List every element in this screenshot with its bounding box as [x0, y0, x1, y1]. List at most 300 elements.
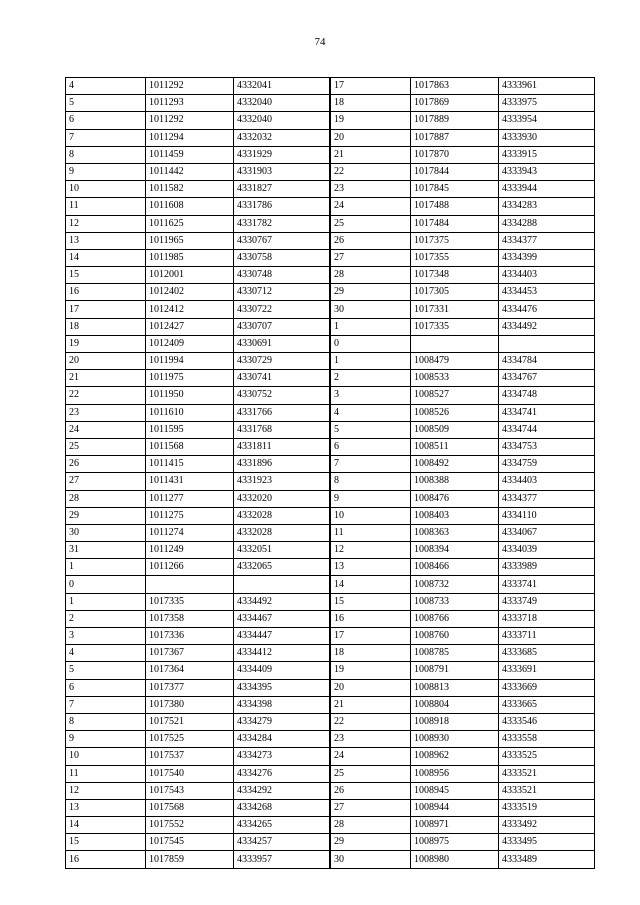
point-number-cell: 1 [66, 559, 146, 576]
point-number-cell: 7 [66, 129, 146, 146]
x-coordinate-cell: 1008785 [411, 645, 499, 662]
table-row [66, 696, 330, 713]
y-coordinate-cell: 4334753 [499, 438, 595, 455]
table-row [331, 559, 595, 576]
x-coordinate-cell: 1008388 [411, 473, 499, 490]
point-number-cell: 5 [66, 662, 146, 679]
point-number-cell: 18 [331, 645, 411, 662]
x-coordinate-cell: 1017348 [411, 267, 499, 284]
point-number-cell: 15 [331, 593, 411, 610]
x-coordinate-cell: 1017540 [146, 765, 234, 782]
point-number-cell: 18 [331, 95, 411, 112]
point-number-cell: 11 [66, 765, 146, 782]
x-coordinate-cell: 1017521 [146, 713, 234, 730]
y-coordinate-cell: 4334767 [499, 370, 595, 387]
y-coordinate-cell: 4334412 [234, 645, 330, 662]
x-coordinate-cell: 1011950 [146, 387, 234, 404]
y-coordinate-cell: 4334784 [499, 353, 595, 370]
x-coordinate-cell: 1017887 [411, 129, 499, 146]
point-number-cell: 4 [66, 645, 146, 662]
table-row [66, 301, 330, 318]
y-coordinate-cell: 4333943 [499, 163, 595, 180]
y-coordinate-cell: 4332040 [234, 112, 330, 129]
x-coordinate-cell: 1008466 [411, 559, 499, 576]
point-number-cell: 6 [66, 112, 146, 129]
x-coordinate-cell: 1017335 [411, 318, 499, 335]
table-row [331, 404, 595, 421]
y-coordinate-cell: 4333489 [499, 851, 595, 868]
y-coordinate-cell: 4333915 [499, 146, 595, 163]
y-coordinate-cell: 4330758 [234, 249, 330, 266]
y-coordinate-cell: 4334447 [234, 628, 330, 645]
point-number-cell: 12 [66, 215, 146, 232]
y-coordinate-cell: 4334377 [499, 232, 595, 249]
table-row [66, 438, 330, 455]
x-coordinate-cell: 1017568 [146, 799, 234, 816]
point-number-cell: 23 [331, 181, 411, 198]
table-row [331, 507, 595, 524]
x-coordinate-cell: 1008732 [411, 576, 499, 593]
y-coordinate-cell: 4331782 [234, 215, 330, 232]
table-row [331, 817, 595, 834]
y-coordinate-cell: 4331827 [234, 181, 330, 198]
point-number-cell: 0 [331, 335, 411, 352]
y-coordinate-cell: 4334403 [499, 473, 595, 490]
y-coordinate-cell: 4331811 [234, 438, 330, 455]
y-coordinate-cell: 4334257 [234, 834, 330, 851]
point-number-cell: 14 [331, 576, 411, 593]
y-coordinate-cell: 4333521 [499, 765, 595, 782]
y-coordinate-cell: 4330691 [234, 335, 330, 352]
table-row [66, 610, 330, 627]
table-row [66, 490, 330, 507]
x-coordinate-cell: 1008791 [411, 662, 499, 679]
y-coordinate-cell: 4334399 [499, 249, 595, 266]
table-row [66, 181, 330, 198]
x-coordinate-cell: 1017331 [411, 301, 499, 318]
point-number-cell: 23 [66, 404, 146, 421]
table-row [66, 542, 330, 559]
y-coordinate-cell: 4330752 [234, 387, 330, 404]
table-row [66, 404, 330, 421]
x-coordinate-cell: 1017336 [146, 628, 234, 645]
point-number-cell: 28 [331, 267, 411, 284]
x-coordinate-cell: 1008962 [411, 748, 499, 765]
x-coordinate-cell: 1011275 [146, 507, 234, 524]
point-number-cell: 16 [66, 284, 146, 301]
point-number-cell: 20 [331, 679, 411, 696]
y-coordinate-cell: 4331903 [234, 163, 330, 180]
table-row [66, 679, 330, 696]
x-coordinate-cell: 1008526 [411, 404, 499, 421]
point-number-cell: 22 [66, 387, 146, 404]
y-coordinate-cell: 4332040 [234, 95, 330, 112]
table-row [331, 353, 595, 370]
point-number-cell: 18 [66, 318, 146, 335]
x-coordinate-cell: 1008804 [411, 696, 499, 713]
y-coordinate-cell: 4331786 [234, 198, 330, 215]
x-coordinate-cell: 1012402 [146, 284, 234, 301]
y-coordinate-cell: 4333669 [499, 679, 595, 696]
y-coordinate-cell: 4333492 [499, 817, 595, 834]
x-coordinate-cell: 1008511 [411, 438, 499, 455]
x-coordinate-cell: 1011595 [146, 421, 234, 438]
table-row [66, 318, 330, 335]
table-row [66, 799, 330, 816]
point-number-cell: 26 [331, 232, 411, 249]
y-coordinate-cell: 4334492 [499, 318, 595, 335]
table-row [331, 129, 595, 146]
table-row [331, 765, 595, 782]
point-number-cell: 0 [66, 576, 146, 593]
point-number-cell: 7 [331, 456, 411, 473]
y-coordinate-cell: 4334759 [499, 456, 595, 473]
point-number-cell: 6 [66, 679, 146, 696]
point-number-cell: 9 [66, 731, 146, 748]
table-row [331, 198, 595, 215]
coordinates-table-right [330, 77, 594, 869]
y-coordinate-cell: 4332065 [234, 559, 330, 576]
table-row [331, 284, 595, 301]
x-coordinate-cell: 1011994 [146, 353, 234, 370]
x-coordinate-cell: 1011568 [146, 438, 234, 455]
y-coordinate-cell: 4330729 [234, 353, 330, 370]
table-row [331, 181, 595, 198]
table-row [331, 473, 595, 490]
table-row [331, 524, 595, 541]
coordinates-table-left [65, 77, 329, 869]
x-coordinate-cell: 1017863 [411, 78, 499, 95]
table-row [331, 851, 595, 868]
y-coordinate-cell: 4333975 [499, 95, 595, 112]
table-row [66, 95, 330, 112]
y-coordinate-cell: 4333957 [234, 851, 330, 868]
y-coordinate-cell: 4330707 [234, 318, 330, 335]
point-number-cell: 28 [331, 817, 411, 834]
point-number-cell: 4 [66, 78, 146, 95]
table-row [66, 215, 330, 232]
table-row [331, 301, 595, 318]
x-coordinate-cell: 1008918 [411, 713, 499, 730]
point-number-cell: 26 [66, 456, 146, 473]
point-number-cell: 13 [331, 559, 411, 576]
y-coordinate-cell: 4330712 [234, 284, 330, 301]
point-number-cell: 14 [66, 817, 146, 834]
x-coordinate-cell: 1017859 [146, 851, 234, 868]
table-row [66, 628, 330, 645]
table-row [66, 232, 330, 249]
point-number-cell: 21 [331, 146, 411, 163]
point-number-cell: 5 [331, 421, 411, 438]
x-coordinate-cell: 1008813 [411, 679, 499, 696]
point-number-cell: 12 [66, 782, 146, 799]
y-coordinate-cell: 4333519 [499, 799, 595, 816]
y-coordinate-cell: 4333691 [499, 662, 595, 679]
x-coordinate-cell: 1008733 [411, 593, 499, 610]
y-coordinate-cell: 4333495 [499, 834, 595, 851]
y-coordinate-cell: 4334268 [234, 799, 330, 816]
y-coordinate-cell: 4333944 [499, 181, 595, 198]
table-row [66, 507, 330, 524]
x-coordinate-cell: 1011625 [146, 215, 234, 232]
table-row [66, 284, 330, 301]
point-number-cell: 19 [331, 112, 411, 129]
x-coordinate-cell: 1011274 [146, 524, 234, 541]
x-coordinate-cell: 1008363 [411, 524, 499, 541]
y-coordinate-cell: 4332041 [234, 78, 330, 95]
point-number-cell: 29 [66, 507, 146, 524]
table-row [66, 524, 330, 541]
table-row [66, 559, 330, 576]
x-coordinate-cell: 1008492 [411, 456, 499, 473]
x-coordinate-cell: 1011294 [146, 129, 234, 146]
table-row [66, 421, 330, 438]
x-coordinate-cell: 1017845 [411, 181, 499, 198]
table-row [331, 163, 595, 180]
x-coordinate-cell: 1008476 [411, 490, 499, 507]
point-number-cell: 2 [66, 610, 146, 627]
point-number-cell: 9 [331, 490, 411, 507]
point-number-cell: 6 [331, 438, 411, 455]
table-row [66, 387, 330, 404]
point-number-cell: 14 [66, 249, 146, 266]
point-number-cell: 29 [331, 284, 411, 301]
x-coordinate-cell: 1008760 [411, 628, 499, 645]
point-number-cell: 21 [331, 696, 411, 713]
x-coordinate-cell: 1011415 [146, 456, 234, 473]
y-coordinate-cell: 4331929 [234, 146, 330, 163]
table-row [331, 421, 595, 438]
x-coordinate-cell: 1017543 [146, 782, 234, 799]
y-coordinate-cell: 4332028 [234, 507, 330, 524]
table-row [66, 78, 330, 95]
table-row [66, 731, 330, 748]
table-row [331, 610, 595, 627]
table-row [331, 645, 595, 662]
point-number-cell: 25 [331, 215, 411, 232]
y-coordinate-cell: 4334395 [234, 679, 330, 696]
y-coordinate-cell [499, 335, 595, 352]
table-row [66, 765, 330, 782]
table-row [66, 198, 330, 215]
x-coordinate-cell: 1017380 [146, 696, 234, 713]
y-coordinate-cell: 4333989 [499, 559, 595, 576]
table-row [66, 473, 330, 490]
point-number-cell: 3 [331, 387, 411, 404]
y-coordinate-cell: 4334748 [499, 387, 595, 404]
y-coordinate-cell: 4334409 [234, 662, 330, 679]
table-row [331, 95, 595, 112]
x-coordinate-cell: 1008509 [411, 421, 499, 438]
table-row [66, 576, 330, 593]
y-coordinate-cell: 4331768 [234, 421, 330, 438]
y-coordinate-cell: 4333558 [499, 731, 595, 748]
x-coordinate-cell: 1017552 [146, 817, 234, 834]
point-number-cell: 28 [66, 490, 146, 507]
y-coordinate-cell: 4331896 [234, 456, 330, 473]
y-coordinate-cell: 4333546 [499, 713, 595, 730]
y-coordinate-cell: 4333741 [499, 576, 595, 593]
x-coordinate-cell: 1017375 [411, 232, 499, 249]
point-number-cell: 17 [331, 628, 411, 645]
point-number-cell: 11 [331, 524, 411, 541]
point-number-cell: 20 [66, 353, 146, 370]
x-coordinate-cell: 1017525 [146, 731, 234, 748]
y-coordinate-cell: 4330748 [234, 267, 330, 284]
table-body-right [331, 78, 595, 869]
x-coordinate-cell: 1008479 [411, 353, 499, 370]
point-number-cell: 24 [66, 421, 146, 438]
x-coordinate-cell: 1012001 [146, 267, 234, 284]
table-row [331, 387, 595, 404]
y-coordinate-cell: 4334476 [499, 301, 595, 318]
table-row [66, 662, 330, 679]
x-coordinate-cell: 1011293 [146, 95, 234, 112]
x-coordinate-cell: 1017889 [411, 112, 499, 129]
table-row [66, 146, 330, 163]
point-number-cell: 30 [66, 524, 146, 541]
x-coordinate-cell: 1017355 [411, 249, 499, 266]
x-coordinate-cell: 1008533 [411, 370, 499, 387]
point-number-cell: 19 [331, 662, 411, 679]
point-number-cell: 25 [331, 765, 411, 782]
y-coordinate-cell: 4330741 [234, 370, 330, 387]
y-coordinate-cell: 4334265 [234, 817, 330, 834]
point-number-cell: 19 [66, 335, 146, 352]
y-coordinate-cell: 4334279 [234, 713, 330, 730]
table-row [66, 851, 330, 868]
y-coordinate-cell [234, 576, 330, 593]
y-coordinate-cell: 4334467 [234, 610, 330, 627]
y-coordinate-cell: 4334273 [234, 748, 330, 765]
point-number-cell: 8 [331, 473, 411, 490]
y-coordinate-cell: 4331766 [234, 404, 330, 421]
point-number-cell: 8 [66, 146, 146, 163]
y-coordinate-cell: 4330767 [234, 232, 330, 249]
point-number-cell: 9 [66, 163, 146, 180]
table-row [331, 335, 595, 352]
table-row [66, 748, 330, 765]
x-coordinate-cell: 1011249 [146, 542, 234, 559]
table-row [66, 645, 330, 662]
x-coordinate-cell: 1011442 [146, 163, 234, 180]
y-coordinate-cell: 4331923 [234, 473, 330, 490]
x-coordinate-cell: 1011610 [146, 404, 234, 421]
x-coordinate-cell: 1008975 [411, 834, 499, 851]
table-row [331, 782, 595, 799]
x-coordinate-cell: 1008394 [411, 542, 499, 559]
point-number-cell: 25 [66, 438, 146, 455]
table-row [331, 713, 595, 730]
point-number-cell: 31 [66, 542, 146, 559]
y-coordinate-cell: 4334744 [499, 421, 595, 438]
x-coordinate-cell: 1011266 [146, 559, 234, 576]
table-row [66, 112, 330, 129]
table-row [66, 713, 330, 730]
table-row [66, 834, 330, 851]
y-coordinate-cell: 4330722 [234, 301, 330, 318]
x-coordinate-cell: 1011459 [146, 146, 234, 163]
y-coordinate-cell: 4333961 [499, 78, 595, 95]
x-coordinate-cell: 1011292 [146, 112, 234, 129]
table-row [331, 748, 595, 765]
table-row [66, 456, 330, 473]
point-number-cell: 21 [66, 370, 146, 387]
y-coordinate-cell: 4334288 [499, 215, 595, 232]
table-row [331, 267, 595, 284]
table-row [331, 232, 595, 249]
point-number-cell: 29 [331, 834, 411, 851]
x-coordinate-cell: 1017844 [411, 163, 499, 180]
x-coordinate-cell: 1008766 [411, 610, 499, 627]
x-coordinate-cell: 1008403 [411, 507, 499, 524]
point-number-cell: 4 [331, 404, 411, 421]
y-coordinate-cell: 4333954 [499, 112, 595, 129]
x-coordinate-cell: 1012412 [146, 301, 234, 318]
x-coordinate-cell: 1017484 [411, 215, 499, 232]
y-coordinate-cell: 4332032 [234, 129, 330, 146]
x-coordinate-cell: 1017488 [411, 198, 499, 215]
point-number-cell: 20 [331, 129, 411, 146]
y-coordinate-cell: 4333718 [499, 610, 595, 627]
table-row [331, 731, 595, 748]
y-coordinate-cell: 4334284 [234, 731, 330, 748]
x-coordinate-cell: 1008944 [411, 799, 499, 816]
table-row [66, 370, 330, 387]
table-row [331, 834, 595, 851]
x-coordinate-cell [146, 576, 234, 593]
table-row [331, 542, 595, 559]
point-number-cell: 23 [331, 731, 411, 748]
table-row [331, 696, 595, 713]
table-row [66, 129, 330, 146]
point-number-cell: 10 [331, 507, 411, 524]
x-coordinate-cell: 1008930 [411, 731, 499, 748]
table-row [331, 576, 595, 593]
x-coordinate-cell: 1017364 [146, 662, 234, 679]
point-number-cell: 16 [331, 610, 411, 627]
x-coordinate-cell: 1017870 [411, 146, 499, 163]
table-row [331, 593, 595, 610]
y-coordinate-cell: 4333711 [499, 628, 595, 645]
y-coordinate-cell: 4332028 [234, 524, 330, 541]
point-number-cell: 5 [66, 95, 146, 112]
table-body-left [66, 78, 330, 869]
y-coordinate-cell: 4334377 [499, 490, 595, 507]
x-coordinate-cell: 1011292 [146, 78, 234, 95]
y-coordinate-cell: 4334039 [499, 542, 595, 559]
table-row [331, 438, 595, 455]
x-coordinate-cell: 1011975 [146, 370, 234, 387]
point-number-cell: 24 [331, 198, 411, 215]
x-coordinate-cell: 1011277 [146, 490, 234, 507]
x-coordinate-cell: 1011608 [146, 198, 234, 215]
table-row [66, 817, 330, 834]
x-coordinate-cell: 1011431 [146, 473, 234, 490]
point-number-cell: 30 [331, 301, 411, 318]
y-coordinate-cell: 4334067 [499, 524, 595, 541]
table-row [66, 335, 330, 352]
x-coordinate-cell: 1017305 [411, 284, 499, 301]
point-number-cell: 10 [66, 748, 146, 765]
point-number-cell: 1 [331, 318, 411, 335]
point-number-cell: 8 [66, 713, 146, 730]
y-coordinate-cell: 4334110 [499, 507, 595, 524]
point-number-cell: 15 [66, 267, 146, 284]
y-coordinate-cell: 4334741 [499, 404, 595, 421]
x-coordinate-cell: 1008971 [411, 817, 499, 834]
x-coordinate-cell: 1012409 [146, 335, 234, 352]
